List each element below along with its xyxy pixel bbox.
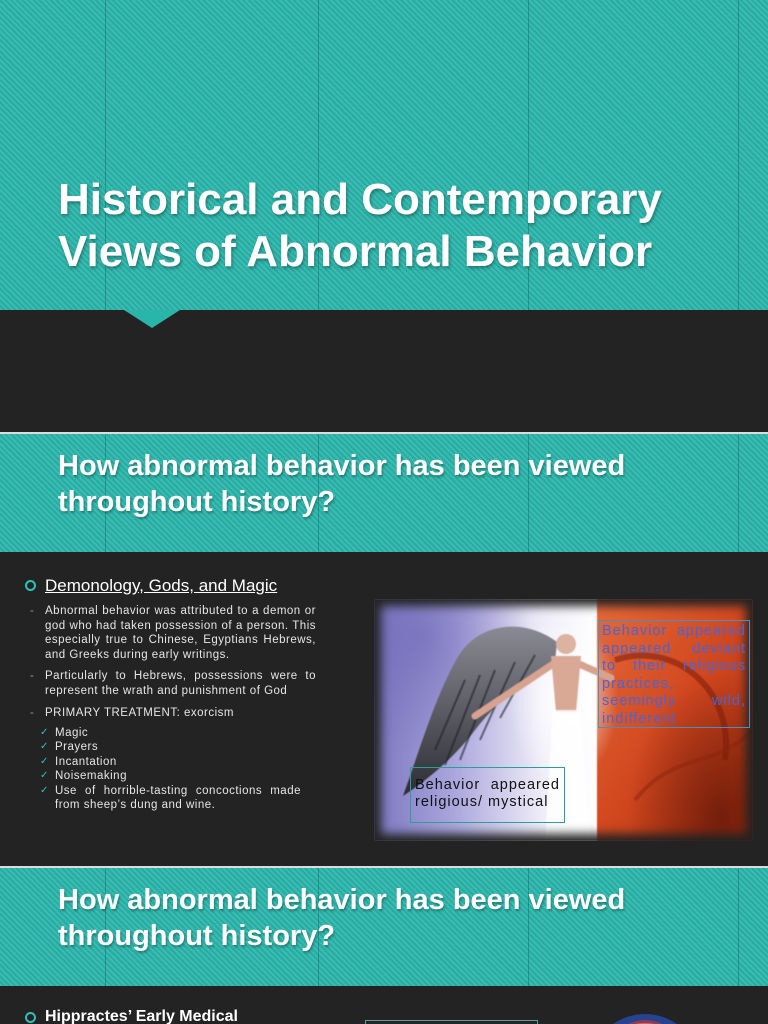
slide-header-band [0,868,768,986]
treatment-text: Noisemaking [55,770,127,782]
dash-marker: - [30,605,35,617]
point-list [30,604,316,813]
slide-demonology [0,434,768,866]
title-line-1: Historical and Contemporary [58,175,662,224]
band-divider-line [738,868,739,986]
round-logo-icon [588,1010,702,1024]
treatment-list [40,726,301,813]
presentation-title [58,174,662,278]
title-notch [124,310,180,328]
title-line-2: Views of Abnormal Behavior [58,227,653,276]
treatment-text: Use of horrible-tasting concoctions made from sheep’s dung and wine. [55,784,301,811]
slide-title [58,448,625,520]
slide-title-line-2: throughout history? [58,486,336,518]
treatment-text: Prayers [55,741,99,753]
checkmark-icon: ✓ [40,755,49,767]
text-box-outline [365,1020,538,1024]
treatment-item [40,726,301,741]
dash-marker: - [30,670,35,682]
list-item [30,706,316,813]
section-heading: Demonology, Gods, and Magic [45,576,278,595]
slide-title [0,0,768,432]
checkmark-icon: ✓ [40,726,49,738]
callout-deviant-behavior: Behavior appeared appeared deviant to their religious practices, seemingly wild, indifferent [598,620,750,728]
treatment-text: Incantation [55,755,117,768]
callout-mystical-behavior: Behavior appeared religious/ mystical [410,767,565,823]
point-text: Abnormal behavior was attributed to a demon or god who had taken possession of a person. This especially true to Chinese, Egyptians Hebrews, and Greeks during early writings. [45,605,316,661]
treatment-item [40,769,301,784]
checkmark-icon: ✓ [40,784,49,796]
slide-header-band [0,434,768,552]
treatment-text: Magic [55,726,89,739]
slide-title-line-1: How abnormal behavior has been viewed [58,450,626,482]
treatment-item [40,740,301,755]
dash-marker: - [30,707,35,719]
hollow-circle-bullet-icon [25,580,36,591]
treatment-item [40,784,301,813]
point-text: Particularly to Hebrews, possessions were to represent the wrath and punishment of God [45,670,316,697]
list-item [30,669,316,698]
list-item [30,604,316,662]
title-dark-band [0,310,768,432]
title-band [0,0,768,310]
checkmark-icon: ✓ [40,741,49,752]
slide-title [58,882,625,954]
slide-body [0,986,768,1024]
slide-body [0,552,768,866]
slide-early-medical [0,868,768,1024]
band-divider-line [738,434,739,552]
section-heading: Hippractes’ Early Medical [45,1008,238,1024]
hollow-circle-bullet-icon [25,1012,36,1023]
band-divider-line [738,0,739,310]
slide-title-line-2: throughout history? [58,920,336,952]
treatment-item [40,755,301,770]
point-text: PRIMARY TREATMENT: exorcism [45,707,235,719]
checkmark-icon: ✓ [40,770,49,781]
slide-title-line-1: How abnormal behavior has been viewed [58,884,626,916]
